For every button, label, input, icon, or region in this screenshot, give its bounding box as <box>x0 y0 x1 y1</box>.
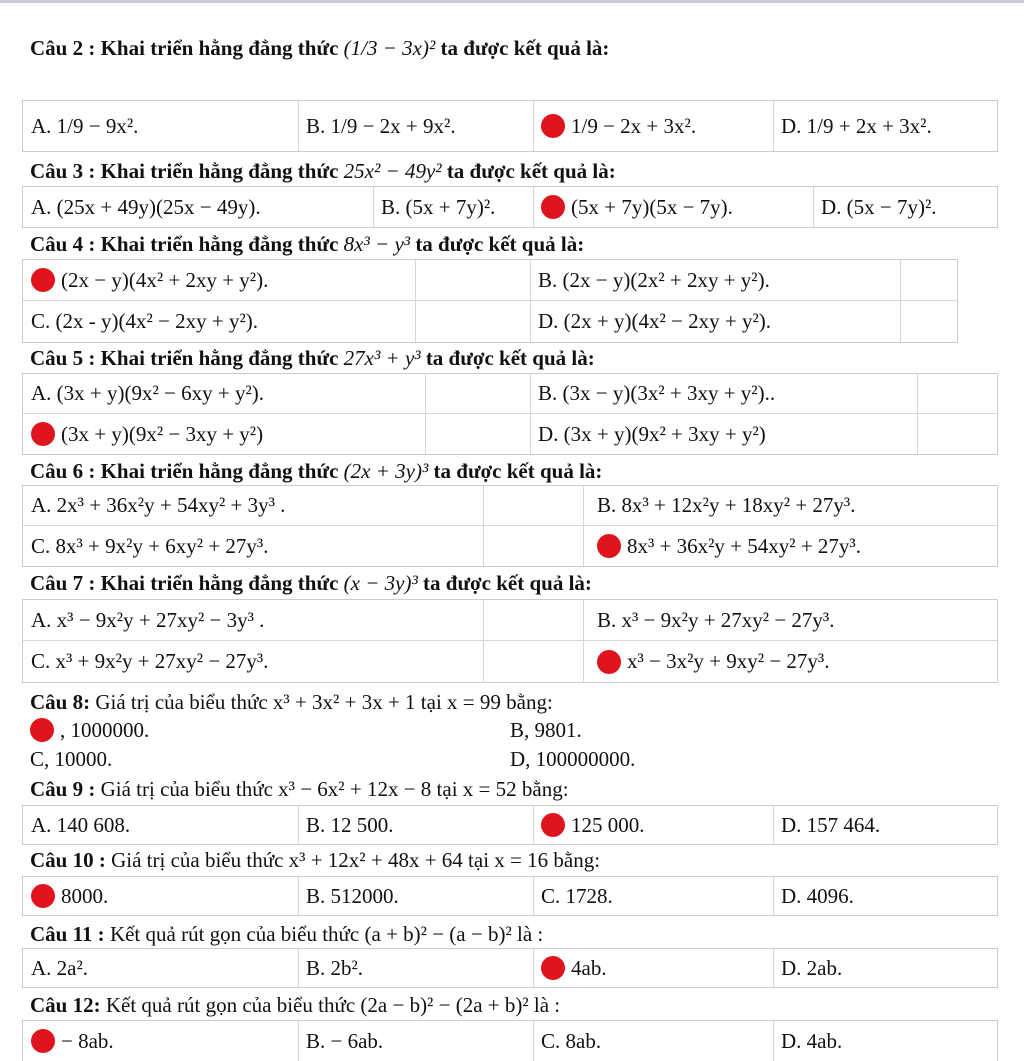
question-text: Khai triển hằng đẳng thức <box>100 159 339 183</box>
question-12-options <box>22 1020 998 1061</box>
option-b[interactable]: B. (5x + 7y)². <box>381 194 496 219</box>
question-suffix: ta được kết quả là: <box>446 159 616 183</box>
option-a[interactable]: A. 2x³ + 36x²y + 54xy² + 3y³ . <box>31 493 286 517</box>
question-text: Khai triển hằng đẳng thức <box>100 571 339 595</box>
option-c[interactable]: 4ab. <box>533 949 773 987</box>
question-4-options <box>22 259 958 343</box>
question-label: Câu 6 : <box>30 459 96 483</box>
options-row <box>23 301 957 342</box>
options-row <box>23 600 997 641</box>
question-expression: x³ + 12x² + 48x + 64 tại x = 16 <box>288 848 549 872</box>
question-label: Câu 10 : <box>30 848 106 872</box>
selected-answer-dot <box>30 718 54 742</box>
options-row <box>23 260 957 301</box>
question-4-header <box>30 230 584 258</box>
option-c[interactable]: (3x + y)(9x² − 3xy + y²) <box>23 414 425 454</box>
question-expression: (1/3 − 3x)² <box>343 36 436 60</box>
question-label: Câu 9 : <box>30 777 96 801</box>
options-row <box>23 877 997 915</box>
question-text: Giá trị của biểu thức <box>100 777 273 801</box>
option-d[interactable]: D. 2ab. <box>781 955 843 980</box>
options-row <box>23 806 997 844</box>
question-9-header <box>30 775 569 803</box>
option-d[interactable]: D. (3x + y)(9x² + 3xy + y²) <box>538 421 766 446</box>
question-expression: (2a − b)² − (2a + b)² <box>360 993 529 1017</box>
option-c[interactable]: 125 000. <box>533 806 773 844</box>
option-b[interactable]: B. x³ − 9x²y + 27xy² − 27y³. <box>597 607 835 632</box>
question-11-header <box>30 920 543 948</box>
option-a[interactable]: A. (3x + y)(9x² − 6xy + y²). <box>31 381 265 405</box>
question-5-header <box>30 344 595 372</box>
option-a[interactable]: (2x − y)(4x² + 2xy + y²). <box>23 260 415 300</box>
option-d[interactable]: D. 157 464. <box>781 812 881 837</box>
question-suffix: là : <box>533 993 561 1017</box>
option-b[interactable]: B. 512000. <box>306 883 399 908</box>
selected-answer-dot <box>31 1029 55 1053</box>
question-6-options <box>22 485 998 567</box>
option-c[interactable]: C. 8ab. <box>541 1028 602 1053</box>
option-d[interactable]: 8x³ + 36x²y + 54xy² + 27y³. <box>583 526 997 566</box>
option-a[interactable]: A. 1/9 − 9x². <box>31 113 139 138</box>
selected-answer-dot <box>31 422 55 446</box>
option-b[interactable]: B, 9801. <box>510 717 582 742</box>
question-text: Giá trị của biểu thức <box>111 848 284 872</box>
option-b[interactable]: B. (3x − y)(3x² + 3xy + y²).. <box>538 381 776 405</box>
option-d[interactable]: D. 4ab. <box>781 1028 843 1053</box>
options-row <box>23 1021 997 1061</box>
option-c[interactable]: C. 1728. <box>541 883 613 908</box>
top-border <box>0 0 1024 3</box>
option-c[interactable]: C. 8x³ + 9x²y + 6xy² + 27y³. <box>31 533 269 558</box>
question-expression: (x − 3y)³ <box>343 571 418 595</box>
question-8-header <box>30 688 553 716</box>
question-2-options <box>22 100 998 152</box>
question-9-options <box>22 805 998 845</box>
selected-answer-dot <box>31 884 55 908</box>
question-label: Câu 11 : <box>30 922 105 946</box>
question-text: Khai triển hằng đẳng thức <box>100 232 339 256</box>
option-a[interactable]: 8000. <box>23 877 298 915</box>
options-row <box>23 101 997 151</box>
option-c[interactable]: C. (2x - y)(4x² − 2xy + y²). <box>31 309 259 333</box>
question-text: Kết quả rút gọn của biểu thức <box>105 993 356 1017</box>
question-expression: 8x³ − y³ <box>343 232 411 256</box>
question-label: Câu 4 : <box>30 232 96 256</box>
options-row <box>23 526 997 566</box>
option-a[interactable]: A. 140 608. <box>31 812 131 837</box>
selected-answer-dot <box>541 813 565 837</box>
question-3-header <box>30 157 616 185</box>
question-11-options <box>22 948 998 988</box>
option-a[interactable]: A. x³ − 9x²y + 27xy² − 3y³ . <box>31 607 265 632</box>
question-suffix: ta được kết quả là: <box>440 36 610 60</box>
selected-answer-dot <box>541 195 565 219</box>
options-row <box>23 414 997 454</box>
selected-answer-dot <box>597 534 621 558</box>
question-label: Câu 3 : <box>30 159 96 183</box>
option-d[interactable]: x³ − 3x²y + 9xy² − 27y³. <box>583 641 997 682</box>
selected-answer-dot <box>31 268 55 292</box>
selected-answer-dot <box>541 956 565 980</box>
option-c[interactable]: 1/9 − 2x + 3x². <box>533 101 773 151</box>
selected-answer-dot <box>541 114 565 138</box>
question-expression: 27x³ + y³ <box>343 346 421 370</box>
options-row <box>23 641 997 682</box>
option-b[interactable]: B. 1/9 − 2x + 9x². <box>306 113 456 138</box>
option-d[interactable]: D, 100000000. <box>510 746 636 771</box>
selected-answer-dot <box>597 650 621 674</box>
question-2-header <box>30 34 609 62</box>
question-10-header <box>30 846 600 874</box>
question-suffix: ta được kết quả là: <box>415 232 585 256</box>
question-label: Câu 2 : <box>30 36 96 60</box>
option-b[interactable]: B. 8x³ + 12x²y + 18xy² + 27y³. <box>597 493 856 517</box>
question-12-header <box>30 991 560 1019</box>
question-text: Kết quả rút gọn của biểu thức <box>109 922 360 946</box>
question-label: Câu 7 : <box>30 571 96 595</box>
question-suffix: bằng: <box>521 777 569 801</box>
question-suffix: bằng: <box>553 848 601 872</box>
question-6-header <box>30 457 602 485</box>
option-a[interactable]: A. (25x + 49y)(25x − 49y). <box>31 194 261 219</box>
option-d[interactable]: D. (5x − 7y)². <box>821 194 937 219</box>
question-suffix: bằng: <box>506 690 553 714</box>
question-suffix: ta được kết quả là: <box>433 459 603 483</box>
option-c[interactable]: C. x³ + 9x²y + 27xy² − 27y³. <box>31 649 269 673</box>
option-c[interactable]: (5x + 7y)(5x − 7y). <box>533 187 813 227</box>
question-expression: x³ − 6x² + 12x − 8 tại x = 52 <box>278 777 517 801</box>
option-b[interactable]: B. 12 500. <box>306 812 394 837</box>
question-expression: (a + b)² − (a − b)² <box>364 922 512 946</box>
question-label: Câu 12: <box>30 993 101 1017</box>
options-row <box>23 374 997 414</box>
options-row <box>23 949 997 987</box>
question-5-options <box>22 373 998 455</box>
question-7-options <box>22 599 998 683</box>
question-expression: 25x² − 49y² <box>343 159 442 183</box>
question-text: Khai triển hằng đẳng thức <box>100 459 339 483</box>
option-b[interactable]: B. (2x − y)(2x² + 2xy + y²). <box>538 267 770 292</box>
option-d[interactable]: D. 4096. <box>781 883 854 908</box>
question-label: Câu 5 : <box>30 346 96 370</box>
option-d[interactable]: D. 1/9 + 2x + 3x². <box>781 113 932 138</box>
option-a[interactable]: , 1000000. <box>30 716 149 744</box>
option-b[interactable]: B. − 6ab. <box>306 1028 384 1053</box>
option-b[interactable]: B. 2b². <box>306 955 364 980</box>
options-row <box>23 187 997 227</box>
question-text: Khai triển hằng đẳng thức <box>100 346 339 370</box>
question-text: Giá trị của biểu thức <box>95 690 268 714</box>
option-a[interactable]: − 8ab. <box>23 1021 298 1061</box>
option-c[interactable]: C, 10000. <box>30 746 113 771</box>
question-text: Khai triển hằng đẳng thức <box>100 36 339 60</box>
question-suffix: ta được kết quả là: <box>425 346 595 370</box>
question-7-header <box>30 569 592 597</box>
options-row <box>23 486 997 526</box>
question-expression: (2x + 3y)³ <box>343 459 429 483</box>
question-label: Câu 8: <box>30 690 91 714</box>
question-10-options <box>22 876 998 916</box>
question-expression: x³ + 3x² + 3x + 1 tại x = 99 <box>272 690 501 714</box>
option-d[interactable]: D. (2x + y)(4x² − 2xy + y²). <box>538 309 772 333</box>
question-3-options <box>22 186 998 228</box>
option-a[interactable]: A. 2a². <box>31 955 89 980</box>
question-suffix: là : <box>517 922 544 946</box>
question-suffix: ta được kết quả là: <box>423 571 592 595</box>
